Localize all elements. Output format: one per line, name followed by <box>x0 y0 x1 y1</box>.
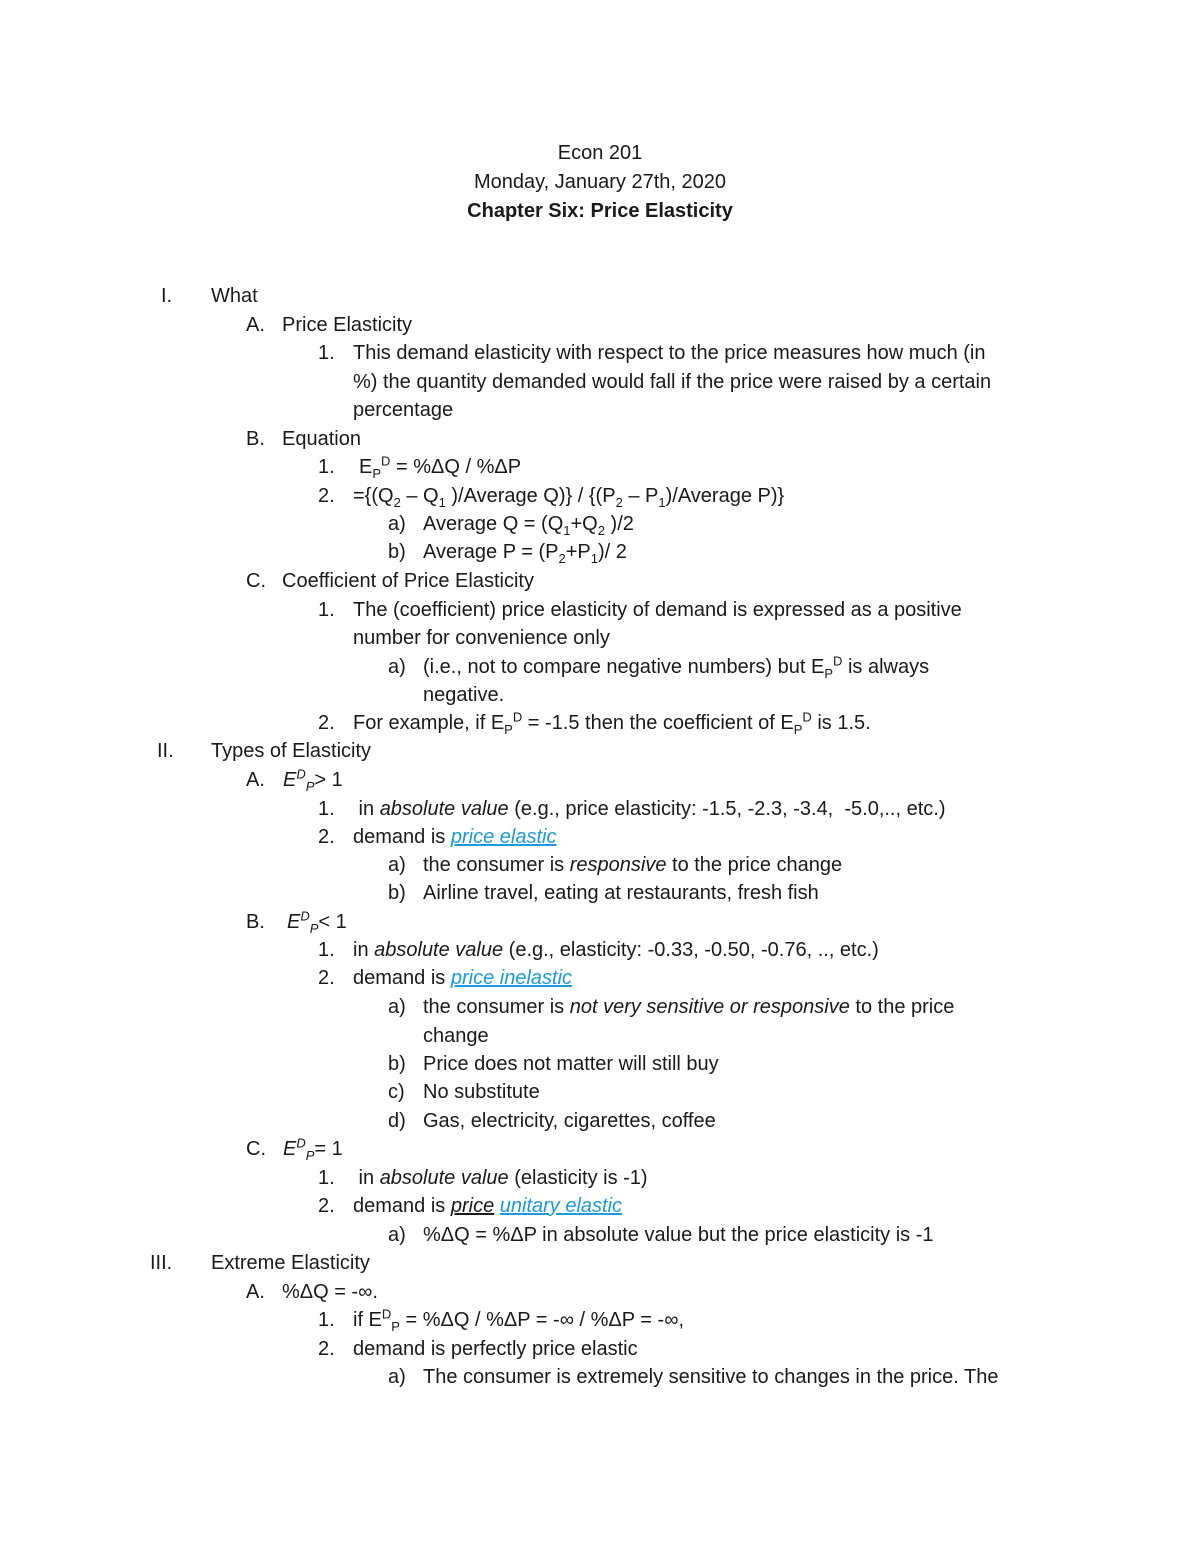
subitem-text: No substitute <box>423 1081 540 1103</box>
item-text: For example, if $E_P^D = -1.5$ then the coefficient of $E_P^D$ is 1.5. <box>353 709 871 737</box>
subitem-marker: b) <box>388 1053 406 1075</box>
subsection-title: $E^D_P> 1$ <box>283 766 343 794</box>
item-marker: 2. <box>318 826 335 848</box>
price-inelastic-link[interactable]: price inelastic <box>450 967 573 989</box>
section-title: What <box>211 285 258 307</box>
item-marker: 1. <box>318 599 335 621</box>
section-marker: II. <box>157 740 174 762</box>
subitem-marker: b) <box>388 541 406 563</box>
item-text: in absolute value (e.g., elasticity: -0.33, -0.50, -0.76, .., etc.) <box>353 939 879 961</box>
item-text: This demand elasticity with respect to the price measures how much (in <box>353 342 986 364</box>
subitem-text: Price does not matter will still buy <box>423 1053 719 1075</box>
price-elastic-link[interactable]: price elastic <box>450 826 557 848</box>
subitem-text: (i.e., not to compare negative numbers) but $E_P^D$ is always <box>423 653 930 681</box>
subsection-title: Equation <box>282 428 361 450</box>
subsection-marker: C. <box>246 1138 266 1160</box>
subsection-marker: A. <box>246 1281 265 1303</box>
course-title: Econ 201 <box>557 142 643 164</box>
subsection-title: $E^D_P< 1$ <box>287 908 347 936</box>
item-text: The (coefficient) price elasticity of demand is expressed as a positive <box>353 599 962 621</box>
section-title: Types of Elasticity <box>211 740 372 762</box>
item-marker: 2. <box>318 712 335 734</box>
item-marker: 2. <box>318 485 335 507</box>
item-marker: 1. <box>318 1167 335 1189</box>
subitem-marker: a) <box>388 854 406 876</box>
subsection-title: Price Elasticity <box>282 314 413 336</box>
section-marker: III. <box>150 1252 173 1274</box>
lecture-date: Monday, January 27th, 2020 <box>473 171 727 193</box>
subitem-text: the consumer is responsive to the price change <box>423 854 843 876</box>
section-title: Extreme Elasticity <box>211 1252 370 1274</box>
subitem-text: Airline travel, eating at restaurants, fresh fish <box>423 882 819 904</box>
item-text: in absolute value (elasticity is -1) <box>353 1167 648 1189</box>
subitem-text: Average $P = (P_2+P_1)/$ 2 <box>423 541 627 566</box>
item-marker: 2. <box>318 967 335 989</box>
subsection-title: $E^D_P= 1$ <box>283 1135 343 1163</box>
item-marker: 1. <box>318 939 335 961</box>
item-text: demand is price unitary elastic <box>353 1195 623 1217</box>
subitem-marker: a) <box>388 1224 406 1246</box>
unitary-elastic-link[interactable]: unitary elastic <box>499 1195 623 1217</box>
subsection-title: %ΔQ = -∞. <box>282 1281 378 1303</box>
subitem-marker: d) <box>388 1110 406 1132</box>
equation-line: $E_P^D = \%\Delta Q / \%\Delta P$ <box>359 453 522 481</box>
subitem-text: change <box>423 1025 489 1047</box>
section-marker: I. <box>161 285 173 307</box>
item-marker: 1. <box>318 342 335 364</box>
subitem-text: Average $Q = (Q_1+Q_2$ )/2 <box>423 513 634 538</box>
item-text: in absolute value (e.g., price elasticity: -1.5, -2.3, -3.4, -5.0,.., etc.) <box>353 798 946 820</box>
subitem-text: %ΔQ = %ΔP in absolute value but the price elasticity is -1 <box>423 1224 934 1246</box>
subsection-marker: A. <box>246 314 265 336</box>
item-text: percentage <box>353 399 454 421</box>
subitem-marker: a) <box>388 656 406 678</box>
subsection-title: Coefficient of Price Elasticity <box>282 570 534 592</box>
subitem-marker: a) <box>388 513 406 535</box>
subitem-text: Gas, electricity, cigarettes, coffee <box>423 1110 716 1132</box>
subitem-marker: b) <box>388 882 406 904</box>
subsection-marker: A. <box>246 769 265 791</box>
item-marker: 1. <box>318 798 335 820</box>
chapter-title: Chapter Six: Price Elasticity <box>467 200 733 222</box>
subitem-text: the consumer is not very sensitive or responsive to the price <box>423 996 955 1018</box>
item-marker: 1. <box>318 456 335 478</box>
subitem-text: negative. <box>423 684 505 706</box>
item-marker: 1. <box>318 1309 335 1331</box>
subitem-marker: c) <box>388 1081 405 1103</box>
equation-line: $=\{(Q_2 - Q_1$ )/Average $Q)\} / \{(P_2$ – $P_1$)/Average P)} <box>353 485 785 510</box>
item-marker: 2. <box>318 1195 335 1217</box>
item-text: demand is perfectly price elastic <box>353 1338 638 1360</box>
item-text: number for convenience only <box>353 627 610 649</box>
item-text: if $E^D_P = \%\Delta Q / \%\Delta P$ = -∞ / %ΔP = -∞, <box>353 1306 685 1334</box>
subitem-text: The consumer is extremely sensitive to changes in the price. The <box>423 1366 999 1388</box>
item-text: demand is price inelastic <box>353 967 573 989</box>
subitem-marker: a) <box>388 996 406 1018</box>
item-marker: 2. <box>318 1338 335 1360</box>
subsection-marker: C. <box>246 570 266 592</box>
subsection-marker: B. <box>246 428 265 450</box>
item-text: demand is price elastic <box>353 826 557 848</box>
item-text: %) the quantity demanded would fall if the price were raised by a certain <box>353 371 992 393</box>
subitem-marker: a) <box>388 1366 406 1388</box>
subsection-marker: B. <box>246 911 265 933</box>
